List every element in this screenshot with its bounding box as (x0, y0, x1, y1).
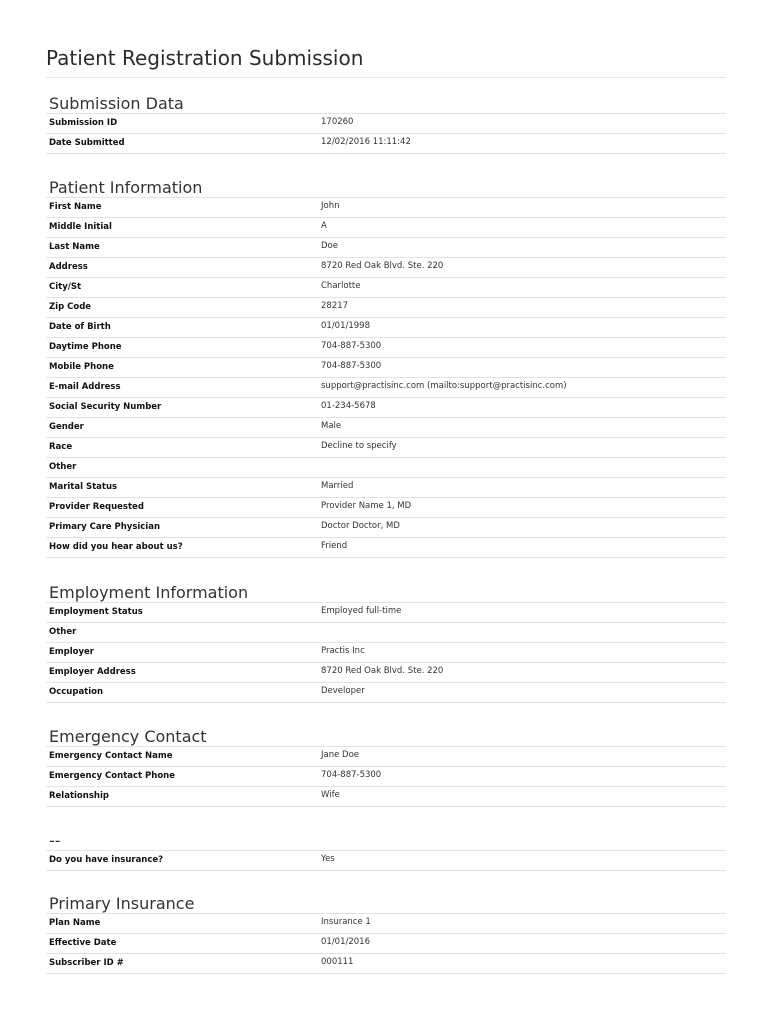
field-value: 704-887-5300 (321, 341, 382, 351)
field-value: Wife (321, 790, 340, 800)
field-row (46, 114, 726, 134)
field-row (46, 643, 726, 663)
field-value: Decline to specify (321, 441, 397, 451)
field-label: Submission ID (49, 118, 118, 128)
field-label: Mobile Phone (49, 362, 114, 372)
field-table (46, 913, 726, 974)
title-divider (46, 77, 726, 78)
field-value: Insurance 1 (321, 917, 371, 927)
field-label: Daytime Phone (49, 342, 122, 352)
field-label: Social Security Number (49, 402, 162, 412)
field-value: Charlotte (321, 281, 361, 291)
field-row (46, 134, 726, 154)
field-label: Address (49, 262, 88, 272)
field-label: Marital Status (49, 482, 118, 492)
field-label: First Name (49, 202, 102, 212)
field-row (46, 623, 726, 643)
field-label: Subscriber ID # (49, 958, 124, 968)
field-value: 704-887-5300 (321, 361, 382, 371)
field-row (46, 258, 726, 278)
field-value: Provider Name 1, MD (321, 501, 412, 511)
field-value: 01/01/2016 (321, 937, 370, 947)
field-value: Doe (321, 241, 338, 251)
field-value: Employed full-time (321, 606, 402, 616)
field-row (46, 767, 726, 787)
field-table (46, 113, 726, 154)
field-value: Yes (321, 854, 335, 864)
field-table (46, 850, 726, 871)
field-row (46, 358, 726, 378)
field-row (46, 954, 726, 974)
field-row (46, 398, 726, 418)
field-row (46, 318, 726, 338)
field-table (46, 602, 726, 703)
field-value: Friend (321, 541, 348, 551)
field-value: Male (321, 421, 342, 431)
field-label: Employer (49, 647, 94, 657)
field-label: Zip Code (49, 302, 92, 312)
field-value: 12/02/2016 11:11:42 (321, 137, 411, 147)
section-title: Patient Information (49, 178, 203, 197)
field-label: Effective Date (49, 938, 117, 948)
field-row (46, 538, 726, 558)
field-value: 170260 (321, 117, 354, 127)
field-row (46, 278, 726, 298)
field-label: Race (49, 442, 73, 452)
field-label: Employment Status (49, 607, 143, 617)
field-row (46, 378, 726, 398)
field-label: Plan Name (49, 918, 101, 928)
field-row (46, 851, 726, 871)
field-label: Middle Initial (49, 222, 112, 232)
field-label: Occupation (49, 687, 104, 697)
field-label: Emergency Contact Phone (49, 771, 175, 781)
field-row (46, 418, 726, 438)
field-value: Practis Inc (321, 646, 365, 656)
field-label: Do you have insurance? (49, 855, 164, 865)
field-row (46, 914, 726, 934)
field-label: Other (49, 627, 77, 637)
field-label: Employer Address (49, 667, 136, 677)
page-title: Patient Registration Submission (46, 46, 364, 70)
field-row (46, 498, 726, 518)
field-label: E-mail Address (49, 382, 121, 392)
field-row (46, 438, 726, 458)
field-table (46, 746, 726, 807)
field-table (46, 197, 726, 558)
field-value: Developer (321, 686, 365, 696)
field-row (46, 238, 726, 258)
field-value: 704-887-5300 (321, 770, 382, 780)
section-title: Primary Insurance (49, 894, 195, 913)
field-label: Other (49, 462, 77, 472)
field-row (46, 458, 726, 478)
section-title: -- (49, 831, 61, 850)
field-value: 8720 Red Oak Blvd. Ste. 220 (321, 261, 444, 271)
field-value: 000111 (321, 957, 354, 967)
field-row (46, 338, 726, 358)
field-value: 8720 Red Oak Blvd. Ste. 220 (321, 666, 444, 676)
field-row (46, 478, 726, 498)
field-value: Married (321, 481, 354, 491)
field-label: Provider Requested (49, 502, 144, 512)
field-value: A (321, 221, 327, 231)
field-label: Primary Care Physician (49, 522, 161, 532)
field-row (46, 218, 726, 238)
field-label: City/St (49, 282, 82, 292)
field-value: 01-234-5678 (321, 401, 376, 411)
field-value: Doctor Doctor, MD (321, 521, 400, 531)
field-row (46, 934, 726, 954)
field-label: Relationship (49, 791, 109, 801)
field-label: Emergency Contact Name (49, 751, 173, 761)
field-value: John (321, 201, 340, 211)
section-title: Employment Information (49, 583, 249, 602)
field-row (46, 663, 726, 683)
section-title: Emergency Contact (49, 727, 207, 746)
section-title: Submission Data (49, 94, 184, 113)
field-value: support@practisinc.com (mailto:support@practisinc.com) (321, 381, 567, 391)
field-row (46, 747, 726, 767)
field-row (46, 298, 726, 318)
field-label: Date Submitted (49, 138, 125, 148)
field-label: Last Name (49, 242, 100, 252)
field-label: Date of Birth (49, 322, 111, 332)
field-row (46, 787, 726, 807)
field-row (46, 198, 726, 218)
field-row (46, 518, 726, 538)
field-value: Jane Doe (321, 750, 360, 760)
field-value: 28217 (321, 301, 349, 311)
field-value: 01/01/1998 (321, 321, 370, 331)
field-row (46, 683, 726, 703)
field-row (46, 603, 726, 623)
field-label: How did you hear about us? (49, 542, 183, 552)
field-label: Gender (49, 422, 84, 432)
